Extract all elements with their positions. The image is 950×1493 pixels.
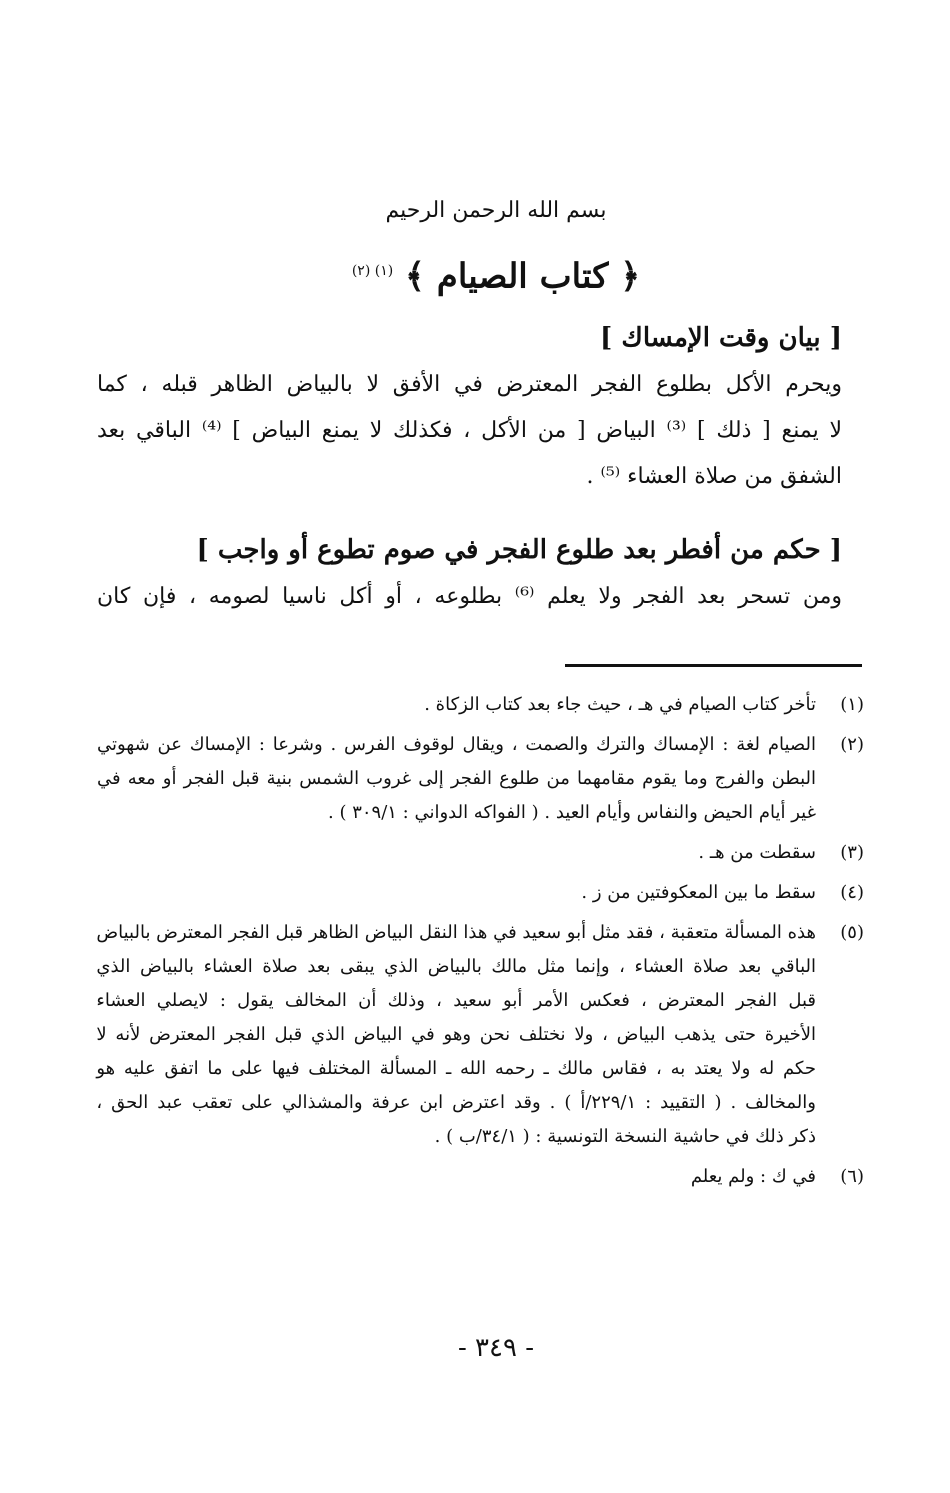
footnote-line: سقطت من هـ .	[698, 842, 816, 863]
footnote-line: هذه المسألة متعقبة ، فقد مثل أبو سعيد في هذا النقل البياض الظاهر قبل الفجر المعترض بالبياض	[96, 922, 816, 943]
footnote-separator	[565, 664, 862, 667]
footnote-line: والمخالف . ( التقييد : ٢٢٩/١/أ ) . وقد اعترض ابن عرفة والمشذالي على تعقب عبد الحق ،	[96, 1092, 816, 1113]
section-heading: [ بيان وقت الإمساك ]	[600, 323, 842, 353]
footnote-line: غير أيام الحيض والنفاس وأيام العيد . ( الفواكه الدواني : ٣٠٩/١ ) .	[328, 802, 816, 823]
footnote-3	[97, 836, 864, 870]
footnote-6	[97, 1160, 864, 1194]
book-title-footnote-refs: (١) (٢)	[351, 263, 394, 279]
footnote-line: قبل الفجر المعترض ، فعكس الأمر أبو سعيد ، وذلك أن المخالف يقول : لايصلي العشاء	[96, 990, 816, 1011]
body-line: ويحرم الأكل بطلوع الفجر المعترض في الأفق لا بالبياض الظاهر قبله ، كما	[97, 372, 842, 397]
footnote-number: (١)	[840, 694, 864, 715]
body-line: ومن تسحر بعد الفجر ولا يعلم ⁽⁶⁾ بطلوعه ، أو أكل ناسيا لصومه ، فإن كان	[97, 584, 842, 609]
footnote-line: في ك : ولم يعلم	[690, 1166, 816, 1187]
footnote-4	[97, 876, 864, 910]
footnote-line: البطن والفرج وما يقوم مقامهما من طلوع الفجر إلى غروب الشمس بنية قبل الفجر أو معه في	[97, 768, 816, 789]
footnote-number: (٤)	[840, 882, 864, 903]
footnote-number: (٥)	[840, 922, 864, 943]
body-line: لا يمنع [ ذلك ] ⁽³⁾ البياض [ من الأكل ، فكذلك لا يمنع البياض ] ⁽⁴⁾ الباقي بعد	[97, 418, 843, 443]
body-line: الشفق من صلاة العشاء ⁽⁵⁾ .	[586, 464, 842, 489]
footnote-1	[97, 688, 864, 722]
footnote-number: (٦)	[840, 1166, 864, 1187]
footnote-line: تأخر كتاب الصيام في هـ ، حيث جاء بعد كتاب الزكاة .	[424, 694, 816, 715]
footnote-5	[97, 916, 864, 1154]
footnote-line: الباقي بعد صلاة العشاء ، وإنما مثل مالك بالبياض الذي يبقى بعد صلاة العشاء بالبياض الذي	[96, 956, 816, 977]
section-imsak	[97, 316, 842, 496]
footnote-line: حكم له ولا يعتد به ، فقاس مالك ـ رحمه الله ـ المسألة المختلف فيها على ما اتفق عليه هو	[96, 1058, 816, 1079]
footnote-line: الصيام لغة : الإمساك والترك والصمت ، ويقال لوقوف الفرس . وشرعا : الإمساك عن شهوتي	[97, 734, 816, 755]
footnotes	[97, 688, 864, 1200]
book-title-text: ﴿ كتاب الصيام ﴾	[405, 256, 641, 297]
page-number: - ٣٤٩ -	[457, 1333, 535, 1363]
section-iftar-ruling	[97, 528, 842, 616]
footnote-line: سقط ما بين المعكوفتين من ز .	[581, 882, 816, 903]
section-heading: [ حكم من أفطر بعد طلوع الفجر في صوم تطوع أو واجب ]	[196, 535, 842, 565]
basmala: بسم الله الرحمن الرحيم	[385, 198, 607, 223]
footnote-number: (٢)	[840, 734, 864, 755]
footnote-2	[97, 728, 864, 830]
footnote-line: الأخيرة حتى يذهب البياض ، ولا نختلف نحن وهو في البياض الذي قبل الفجر المعترض لأنه لا	[96, 1024, 816, 1045]
footnote-number: (٣)	[840, 842, 864, 863]
footnote-line: ذكر ذلك في حاشية النسخة التونسية : ( ٣٤/١/ب ) .	[434, 1126, 816, 1147]
book-title	[0, 246, 950, 301]
